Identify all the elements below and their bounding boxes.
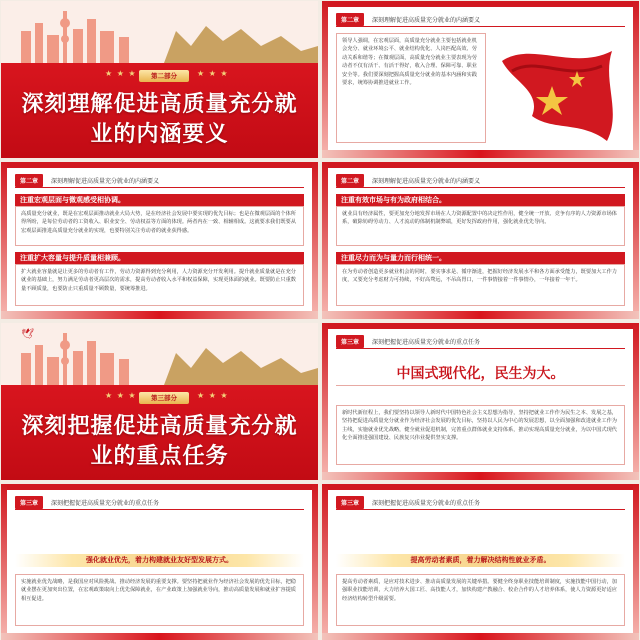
frame-bottom <box>322 472 639 480</box>
frame-left <box>322 484 328 640</box>
frame-top <box>1 162 318 168</box>
frame-bottom <box>1 633 318 640</box>
frame-right <box>633 162 639 319</box>
section-text: 提高劳动者素质，是应对技术进步、推动高质量发展的关键举措。要健全终身职业技能培训制度，实施技能中国行动，加强职业技能培训，大力培养大国工匠、高技能人才，加快构建产教融合、校企合作的人才培养体系，使人力资源更好适应经济结构转型升级需要。 <box>336 574 625 626</box>
bullet-text: 领导人强调，在宏观层面，高质量充分就业主要包括就业机会充分、就业环境公平、就业结构优化、人岗匹配高效、劳动关系和谐等；在微观层面，高质量充分就业主要表现为劳动者不仅有活干、有活干得好，收入合理、保障可靠、职业安全等。我们要深刻把握高质量充分就业的基本内涵和实践要求，统筹协调推进就业工作。 <box>342 38 477 87</box>
slide-header <box>336 335 625 349</box>
section-heading: 注重宏观层面与微观感受相协调。 <box>15 194 304 206</box>
slide-header <box>336 496 625 510</box>
section-block-1 <box>15 194 304 246</box>
slide-employment-priority[interactable] <box>1 484 318 640</box>
section-text: 新时代新征程上，我们要坚持以领导人新时代中国特色社会主义思想为指导，坚持把就业工作作为民生之本、发展之基，坚持把促进高质量充分就业作为经济社会发展的优先目标，坚持以人民为中心的发展思想，以全面加强和改进就业工作为主线，实施就业优先战略，健全就业促进机制，完善重点群体就业支持体系，推动实现高质量充分就业，为以中国式现代化全面推进强国建设、民族复兴伟业提供坚实支撑。 <box>336 405 625 465</box>
slide-cover-part3[interactable] <box>1 323 318 480</box>
section-text: 就业具有经济属性，要更加充分地发挥市场在人力资源配置中的决定性作用，健全统一开放、竞争有序的人力资源市场体系，破除妨碍劳动力、人才流动的体制机制弊端，更好发挥政府作用，强化就业优先导向。 <box>336 206 625 246</box>
section-block-2 <box>336 252 625 306</box>
chapter-tag: 第三章 <box>336 496 364 509</box>
section-text: 扩大就业容量就是让更多的劳动者有工作，劳动力资源得到充分利用，人力资源充分开发利用。提升就业质量就是在充分就业的基础上，努力满足劳动者更高层次的需求，提高劳动者收入水平和权益保障，实现更体面的就业。既要防止只重数量不顾质量，也要防止只重质量不顾数量，要统筹推进。 <box>15 264 304 306</box>
frame-right <box>633 484 639 640</box>
slide-worker-quality[interactable] <box>322 484 639 640</box>
divider <box>336 385 625 386</box>
frame-top <box>322 1 639 7</box>
dove-icon: 🕊 <box>21 329 34 340</box>
frame-bottom <box>322 311 639 319</box>
section-block-2 <box>15 252 304 306</box>
headline: 中国式现代化，民生为大。 <box>396 366 565 382</box>
city-skyline-illustration <box>1 1 318 71</box>
text-box <box>336 33 486 143</box>
chapter-tag: 第二章 <box>15 174 43 187</box>
cover-title: 深刻理解促进高质量充分就业的内涵要义 <box>21 91 298 147</box>
chapter-tag: 第二章 <box>336 174 364 187</box>
section-block-1 <box>336 194 625 246</box>
slide-header <box>15 174 304 188</box>
header-title: 深刻把握促进高质量充分就业的重点任务 <box>372 500 481 507</box>
decorative-stars-right: ★ ★ ★ <box>197 391 229 400</box>
city-skyline-illustration <box>1 323 318 393</box>
frame-left <box>1 484 7 640</box>
header-title: 深刻理解促进高质量充分就业的内涵要义 <box>372 178 481 185</box>
header-title: 深刻理解促进高质量充分就业的内涵要义 <box>51 178 160 185</box>
frame-left <box>1 162 7 319</box>
part-badge: 第三部分 <box>139 392 189 404</box>
slide-header <box>336 13 625 27</box>
slide-header <box>15 496 304 510</box>
slide-header <box>336 174 625 188</box>
part-badge: 第二部分 <box>139 70 189 82</box>
header-title: 深刻理解促进高质量充分就业的内涵要义 <box>372 17 481 24</box>
frame-bottom <box>322 633 639 640</box>
section-heading: 注重扩大容量与提升质量相兼顾。 <box>15 252 304 264</box>
chapter-tag: 第三章 <box>336 335 364 348</box>
frame-top <box>322 162 639 168</box>
section-text: 高质量充分就业，既是在宏观层面推动就业大局大势，是在经济社会发展中要实现的优先目标；也是在微观层面的个体所得所盼，是每位劳动者的工资收入、职业安全、劳动权益等方面的体现。两者内在一致、相辅相成。这就要求我们既要从宏观层面推进高质量充分就业的实现，也要特别关注劳动者的就业获得感。 <box>15 206 304 246</box>
chapter-tag: 第三章 <box>15 496 43 509</box>
frame-right <box>312 162 318 319</box>
frame-left <box>322 1 328 158</box>
red-flag-with-stars-icon <box>492 31 632 151</box>
chapter-tag: 第二章 <box>336 13 364 26</box>
decorative-stars-right: ★ ★ ★ <box>197 69 229 78</box>
header-title: 深刻把握促进高质量充分就业的重点任务 <box>372 339 481 346</box>
decorative-stars-left: ★ ★ ★ <box>105 391 137 400</box>
slide-macro-micro[interactable] <box>1 162 318 319</box>
frame-left <box>322 162 328 319</box>
ribbon-heading: 提高劳动者素质，着力解决结构性就业矛盾。 <box>336 554 625 567</box>
section-heading: 注重尽力而为与量力而行相统一。 <box>336 252 625 264</box>
slide-content-connotation[interactable] <box>322 1 639 158</box>
cover-title: 深刻把握促进高质量充分就业的重点任务 <box>21 413 298 469</box>
section-text: 在为劳动者创造更多就业机会的同时，要实事求是、循序渐进，把握好经济发展水平和各方面承受能力，既要加大工作力度，又要充分考虑财力可持续，不好高骛远，不吊高胃口，一件事情接着一件事情办，一年接着一年干。 <box>336 264 625 306</box>
ribbon-heading: 强化就业优先，着力构建就业友好型发展方式。 <box>15 554 304 567</box>
slide-cover-part2[interactable] <box>1 1 318 158</box>
frame-right <box>633 323 639 480</box>
frame-top <box>1 484 318 490</box>
decorative-stars-left: ★ ★ ★ <box>105 69 137 78</box>
header-title: 深刻把握促进高质量充分就业的重点任务 <box>51 500 160 507</box>
frame-bottom <box>322 150 639 158</box>
frame-right <box>633 1 639 158</box>
section-heading: 注重有效市场与有为政府相结合。 <box>336 194 625 206</box>
frame-top <box>322 484 639 490</box>
slide-livelihood[interactable] <box>322 323 639 480</box>
slide-market-government[interactable] <box>322 162 639 319</box>
section-text: 实施就业优先战略，是我国应对风险挑战、推动经济发展的重要支撑。要坚持把就业作为经济社会发展的优先目标，把稳就业摆在更加突出位置，在宏观政策取向上优先保障就业，在产业政策上加强就业导向，推动高质量发展和就业扩容提质相互促进。 <box>15 574 304 626</box>
frame-left <box>322 323 328 480</box>
frame-bottom <box>1 311 318 319</box>
frame-right <box>312 484 318 640</box>
frame-top <box>322 323 639 329</box>
